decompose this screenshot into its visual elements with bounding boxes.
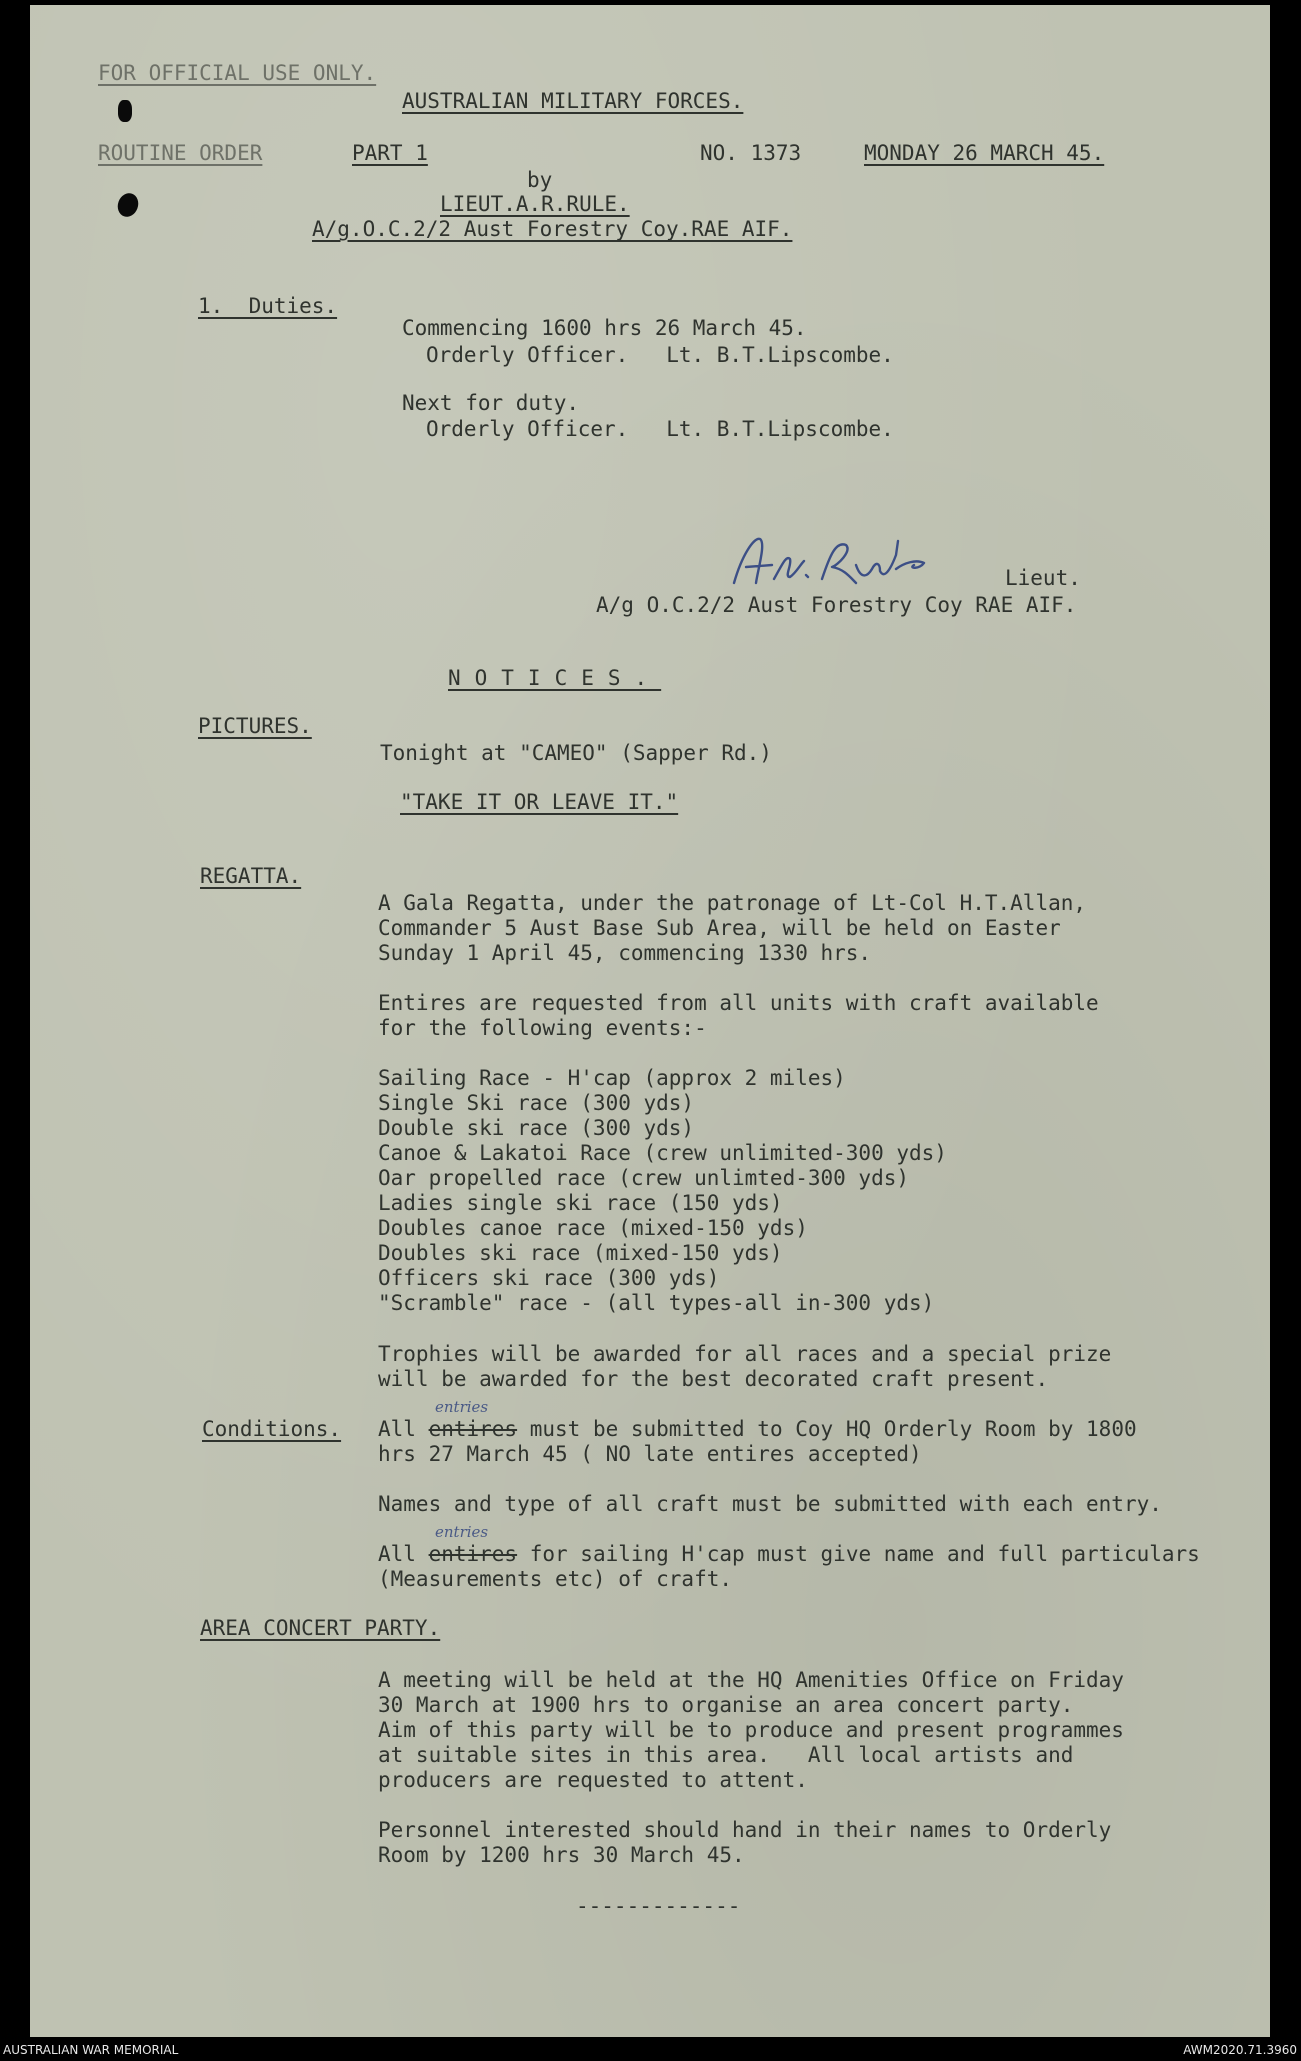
footer-right: AWM2020.71.3960 — [1183, 2043, 1297, 2057]
event-item: Ladies single ski race (150 yds) — [378, 1191, 783, 1215]
concert-label: AREA CONCERT PARTY. — [200, 1616, 441, 1640]
event-item: Doubles canoe race (mixed-150 yds) — [378, 1216, 808, 1240]
regatta-line: A Gala Regatta, under the patronage of Lt-Col H.T.Allan, — [378, 891, 1087, 915]
condition-line: hrs 27 March 45 ( NO late entires accepted) — [378, 1442, 922, 1466]
event-item: "Scramble" race - (all types-all in-300 yds) — [378, 1291, 935, 1315]
event-item: Double ski race (300 yds) — [378, 1116, 695, 1140]
regatta-label: REGATTA. — [200, 864, 302, 888]
condition-text: All — [378, 1417, 429, 1441]
regatta-line: Sunday 1 April 45, commencing 1330 hrs. — [378, 941, 872, 965]
event-item: Oar propelled race (crew unlimted-300 yds) — [378, 1166, 910, 1190]
punch-hole-mark — [118, 100, 132, 122]
concert-line: 30 March at 1900 hrs to organise an area concert party. — [378, 1693, 1074, 1717]
duties-line: Orderly Officer. Lt. B.T.Lipscombe. — [426, 417, 894, 441]
regatta-line: will be awarded for the best decorated craft present. — [378, 1367, 1049, 1391]
routine-order-label: ROUTINE ORDER — [98, 141, 263, 165]
condition-line: (Measurements etc) of craft. — [378, 1567, 733, 1591]
end-rule: ------------- — [576, 1894, 741, 1918]
condition-text: must be submitted to Coy HQ Orderly Room by 1800 — [517, 1417, 1137, 1441]
by-label: by — [527, 168, 553, 192]
handwritten-correction: entries — [435, 1523, 489, 1541]
concert-line: A meeting will be held at the HQ Amenities Office on Friday — [378, 1668, 1124, 1692]
concert-line: Aim of this party will be to produce and present programmes — [378, 1718, 1124, 1742]
conditions-label: Conditions. — [202, 1417, 342, 1441]
duties-heading: 1. Duties. — [198, 294, 338, 318]
signature-unit: A/g O.C.2/2 Aust Forestry Coy RAE AIF. — [596, 593, 1077, 617]
officer-unit: A/g.O.C.2/2 Aust Forestry Coy.RAE AIF. — [312, 217, 793, 241]
order-date: MONDAY 26 MARCH 45. — [864, 141, 1105, 165]
duties-line: Commencing 1600 hrs 26 March 45. — [402, 316, 807, 340]
part-label: PART 1 — [352, 141, 428, 165]
duties-line: Orderly Officer. Lt. B.T.Lipscombe. — [426, 343, 894, 367]
handwritten-correction: entries — [435, 1398, 489, 1416]
condition-line — [378, 1541, 1200, 1567]
condition-text: All — [378, 1542, 429, 1566]
regatta-line: Trophies will be awarded for all races and a special prize — [378, 1342, 1112, 1366]
event-item: Single Ski race (300 yds) — [378, 1091, 695, 1115]
event-item: Canoe & Lakatoi Race (crew unlimited-300 yds) — [378, 1141, 947, 1165]
order-number: NO. 1373 — [700, 141, 802, 165]
concert-line: Personnel interested should hand in their names to Orderly — [378, 1818, 1112, 1842]
pictures-title: "TAKE IT OR LEAVE IT." — [400, 790, 679, 814]
pictures-line: Tonight at "CAMEO" (Sapper Rd.) — [380, 741, 772, 765]
struck-word: entires — [428, 1542, 518, 1566]
event-item: Doubles ski race (mixed-150 yds) — [378, 1241, 783, 1265]
punch-hole — [114, 190, 141, 219]
pictures-label: PICTURES. — [198, 714, 312, 738]
condition-text: for sailing H'cap must give name and full particulars — [517, 1542, 1200, 1566]
concert-line: producers are requested to attent. — [378, 1768, 808, 1792]
notices-heading: NOTICES. — [448, 666, 662, 690]
document-page — [30, 5, 1270, 2037]
event-item: Sailing Race - H'cap (approx 2 miles) — [378, 1066, 846, 1090]
forces-title: AUSTRALIAN MILITARY FORCES. — [402, 89, 744, 113]
event-item: Officers ski race (300 yds) — [378, 1266, 720, 1290]
officer-name: LIEUT.A.R.RULE. — [440, 192, 630, 216]
struck-word: entires — [428, 1417, 518, 1441]
signature-rank: Lieut. — [1005, 566, 1081, 590]
regatta-line: for the following events:- — [378, 1016, 707, 1040]
regatta-line: Entires are requested from all units with craft available — [378, 991, 1099, 1015]
concert-line: Room by 1200 hrs 30 March 45. — [378, 1843, 745, 1867]
condition-line: Names and type of all craft must be submitted with each entry. — [378, 1492, 1162, 1516]
concert-line: at suitable sites in this area. All local artists and — [378, 1743, 1074, 1767]
footer-left: AUSTRALIAN WAR MEMORIAL — [3, 2043, 179, 2057]
regatta-line: Commander 5 Aust Base Sub Area, will be held on Easter — [378, 916, 1061, 940]
condition-line — [378, 1416, 1137, 1442]
duties-line: Next for duty. — [402, 391, 580, 415]
official-use-stamp: FOR OFFICIAL USE ONLY. — [98, 61, 377, 85]
